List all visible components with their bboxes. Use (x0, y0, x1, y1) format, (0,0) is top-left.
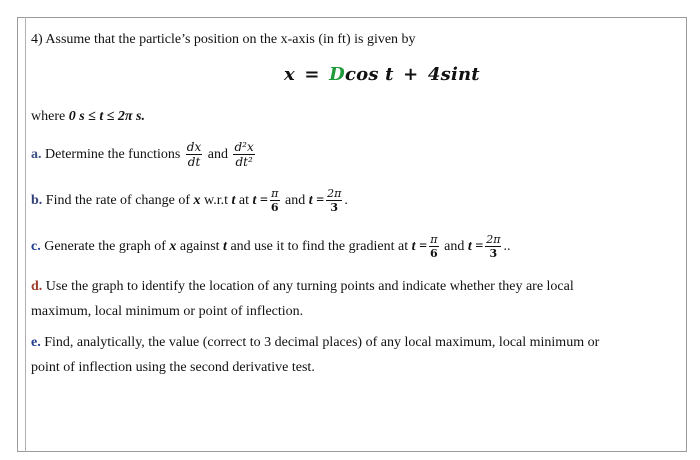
dx-dt-fraction: $\frac{dx}{dt}$ (186, 140, 202, 170)
two-pi-over-3-fraction: $\frac{2\pi}{3}$ (327, 187, 342, 215)
part-e-line-2: point of inflection using the second derivative test. (31, 360, 315, 375)
time-range: where 0 s ≤ t ≤ 2π s. (31, 109, 145, 124)
two-pi-over-3-fraction: $\frac{2\pi}{3}$ (486, 233, 501, 261)
part-a: a. Determine the functions $\frac{dx}{dt}$ and $\frac{\text{d²x}}{\text{dt²}}$ (31, 140, 254, 170)
part-d-line-2: maximum, local minimum or point of inflection. (31, 304, 304, 319)
part-e-label: e. (31, 335, 41, 350)
position-equation: x = Dcos t + 4sint (284, 64, 480, 85)
part-b: b. Find the rate of change of x w.r.t t at t = $\frac{\pi}{6}$ and t = $\frac{2\pi}{3}$ . (31, 187, 348, 215)
pi-over-6-fraction: $\frac{\pi}{6}$ (430, 233, 438, 261)
part-b-label: b. (31, 193, 43, 208)
part-d-line-1: d. Use the graph to identify the location of any turning points and indicate whether they are local (31, 279, 574, 294)
question-intro: 4) Assume that the particle’s position on the x-axis (in ft) is given by (31, 32, 416, 47)
part-c: c. Generate the graph of x against t and use it to find the gradient at t = $\frac{\pi}{6}$ and t = $\frac{2\pi}{3}$ .. (31, 233, 511, 261)
part-e-line-1: e. Find, analytically, the value (correct to 3 decimal places) of any local maximum, local minimum or (31, 335, 600, 350)
pi-over-6-fraction: $\frac{\pi}{6}$ (270, 187, 279, 215)
part-d-label: d. (31, 279, 43, 294)
margin-rule (25, 17, 26, 452)
part-a-label: a. (31, 147, 42, 162)
part-c-label: c. (31, 239, 41, 254)
d2x-dt2-fraction: $\frac{\text{d²x}}{\text{dt²}}$ (234, 140, 254, 170)
